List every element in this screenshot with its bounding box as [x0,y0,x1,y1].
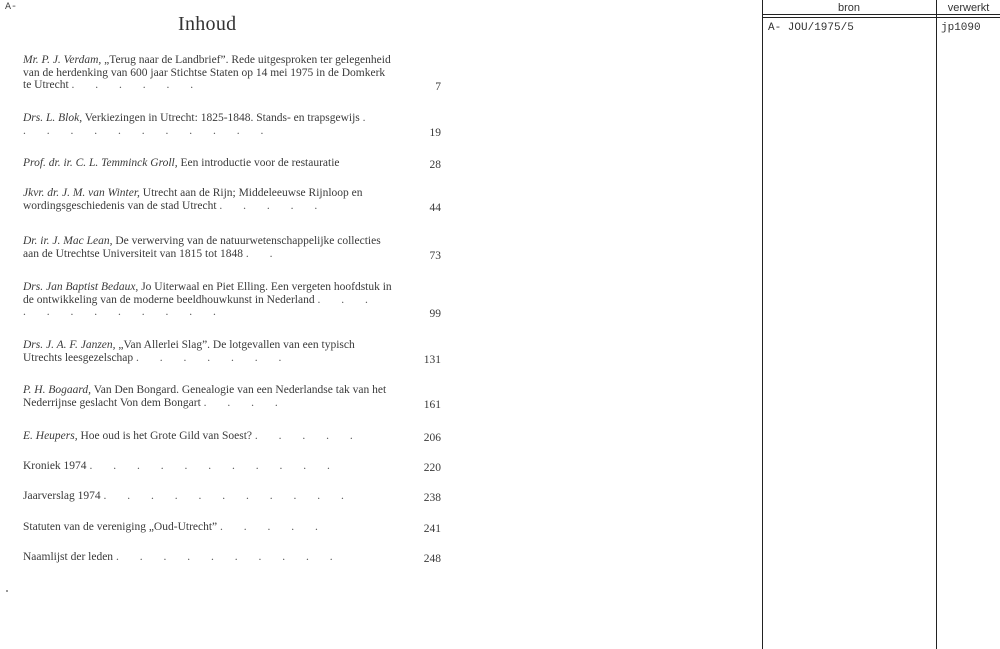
toc-entry-page-number: 161 [423,398,441,411]
toc-entry-title: Kroniek 1974 [23,460,87,472]
card-verwerkt-value: jp1090 [941,22,981,34]
toc-entry-page-number: 28 [429,159,441,171]
toc-entry-page-number: 19 [429,126,441,139]
toc-entry-title: Van Den Bongard. Genealogie van een Nederlandse tak van het Nederrijnse geslacht Von dem Bongart [23,384,387,409]
toc-entry [23,384,441,409]
toc-entry-author: P. H. Bogaard, [23,384,92,396]
toc-entry [23,430,441,443]
toc-entry-leader: . . . . . [254,430,362,442]
toc-entry-page-number: 248 [423,553,441,565]
toc-entry-text [23,54,395,92]
toc-entry-title: Een introductie voor de restauratie [177,157,340,169]
page-title: Inhoud [178,13,237,35]
toc-entry [23,490,441,503]
toc-entry [23,339,441,364]
toc-entry [23,551,441,564]
toc-entry-leader: . . . . . [219,199,327,212]
toc-entry-author: Drs. Jan Baptist Bedaux, [23,281,139,293]
toc-entry-title: Jaarverslag 1974 [23,490,101,502]
toc-entry-title: Utrecht aan de Rijn; Middeleeuwse Rijnloop en wordingsgeschiedenis van de stad Utrecht [23,187,363,212]
toc-entry-page-number: 99 [429,308,441,320]
toc-entry-leader: . . . . . . [71,79,203,91]
toc-entry-author: Drs. L. Blok, [23,112,83,124]
toc-entry-title: „Van Allerlei Slag”. De lotgevallen van een typisch Utrechts leesgezelschap [23,339,355,364]
toc-entry-text [23,521,395,534]
toc-entry-text [23,235,395,260]
toc-entry-text [23,339,395,364]
card-header-verwerkt: verwerkt [947,2,990,14]
toc-entry-author: Drs. J. A. F. Janzen, [23,339,116,351]
card-bron-value: A- JOU/1975/5 [768,22,854,34]
toc-entry [23,187,441,212]
toc-entry-leader: . . . . . . . [136,351,291,364]
toc-entry-page-number: 44 [429,201,441,214]
toc-entry-title: Verkiezingen in Utrecht: 1825-1848. Stands- en trapsgewijs [82,112,360,124]
toc-entry-title: Naamlijst der leden [23,551,114,563]
toc-entry [23,521,441,534]
card-header-bron: bron [837,2,861,14]
toc-entry-leader: . . . . [203,396,287,409]
toc-entry-text [23,112,395,137]
toc-entry-leader: . . . . . . . . . . . [89,460,339,472]
toc-entry-page-number: 7 [435,81,441,93]
toc-entry-page-number: 238 [423,492,441,504]
toc-entry-title: Hoe oud is het Grote Gild van Soest? [77,430,253,442]
toc-entry-text [23,187,395,212]
toc-entry-page-number: 241 [423,523,441,535]
toc-entry-page-number: 73 [429,249,441,262]
toc-entry-page-number: 220 [423,462,441,474]
toc-entry-title: De verwerving van de natuurwetenschappelijke collecties aan de Utrechtse Universiteit van 1815 tot 1848 [23,235,381,260]
toc-entry-text [23,490,395,503]
toc-entry-leader: . . . . . [220,521,327,533]
toc-entry-text [23,157,395,170]
toc-entry-page-number: 206 [423,432,441,444]
toc-entry-author: E. Heupers, [23,430,78,442]
card-header-line-double [762,17,1000,18]
toc-entry-leader: . . . . . . . . . . . . [23,293,377,318]
toc-entry-author: Jkvr. dr. J. M. van Winter, [23,187,140,199]
toc-entry-text [23,460,395,473]
toc-entry-leader: . . . . . . . . . . . [103,490,353,502]
toc-entry [23,112,441,137]
stray-dot [6,590,8,592]
toc-entry-title: „Terug naar de Landbrief”. Rede uitgesproken ter gelegenheid van de herdenking van 600 jaar Stichtse Staten op 14 mei 1975 in de Domkerk te Utrecht [23,54,391,91]
toc-entry-leader: . . . . . . . . . . [115,551,342,563]
toc-entry-title: Jo Uiterwaal en Piet Elling. Een vergeten hoofdstuk in de ontwikkeling van de moderne beeldhouwkunst in Nederland [23,281,392,306]
toc-entry [23,235,441,260]
catalogue-card [760,0,1000,649]
toc-entry [23,460,441,473]
toc-entry [23,54,441,92]
toc-entry-page-number: 131 [423,353,441,366]
toc-entry [23,281,441,319]
toc-entry-leader: . . . . . . . . . . . . [23,112,375,137]
toc-entry-author: Prof. dr. ir. C. L. Temminck Groll, [23,157,178,169]
toc-entry-leader: . . [245,247,282,260]
toc-entry [23,157,441,170]
toc-entry-text [23,384,395,409]
card-header-line [762,14,1000,15]
toc-entry-text [23,281,395,319]
toc-entry-author: Dr. ir. J. Mac Lean, [23,235,113,247]
toc-entry-author: Mr. P. J. Verdam, [23,54,102,66]
toc-entry-title: Statuten van de vereniging „Oud-Utrecht” [23,521,218,533]
toc-entry-text [23,551,395,564]
card-column-divider [936,0,937,649]
card-border-left [762,0,763,649]
corner-mark: A- [5,2,18,13]
toc-entry-text [23,430,395,443]
